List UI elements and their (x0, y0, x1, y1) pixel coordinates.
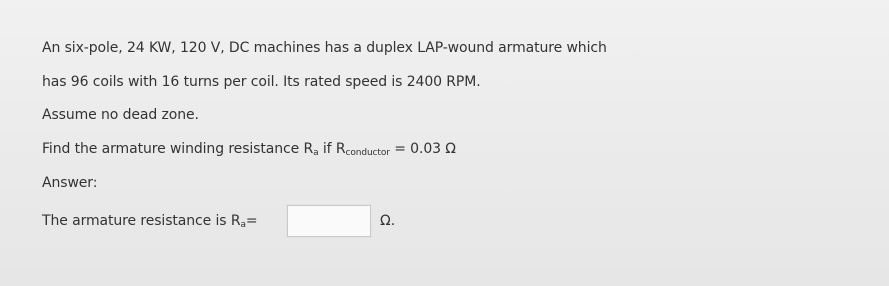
answer-equals: = (245, 213, 258, 229)
answer-prompt-prefix: The armature resistance is R (42, 213, 241, 229)
unit-label: Ω. (380, 213, 396, 229)
answer-input[interactable] (287, 205, 371, 237)
question-line-2: has 96 coils with 16 turns per coil. Its rated speed is 2400 RPM. (42, 74, 481, 90)
subscript-conductor: conductor (345, 148, 390, 158)
task-text-mid: if R (318, 141, 346, 157)
task-text-prefix: Find the armature winding resistance R (42, 141, 314, 157)
answer-prompt (42, 212, 258, 234)
assumption-text: Assume no dead zone. (42, 107, 199, 123)
answer-subscript-a: a (240, 220, 246, 230)
task-text-suffix: = 0.03 Ω (389, 141, 456, 157)
task-text (42, 140, 456, 162)
subscript-a: a (313, 148, 319, 158)
answer-heading: Answer: (42, 175, 98, 191)
question-line-1: An six-pole, 24 KW, 120 V, DC machines has a duplex LAP-wound armature which (42, 40, 607, 56)
